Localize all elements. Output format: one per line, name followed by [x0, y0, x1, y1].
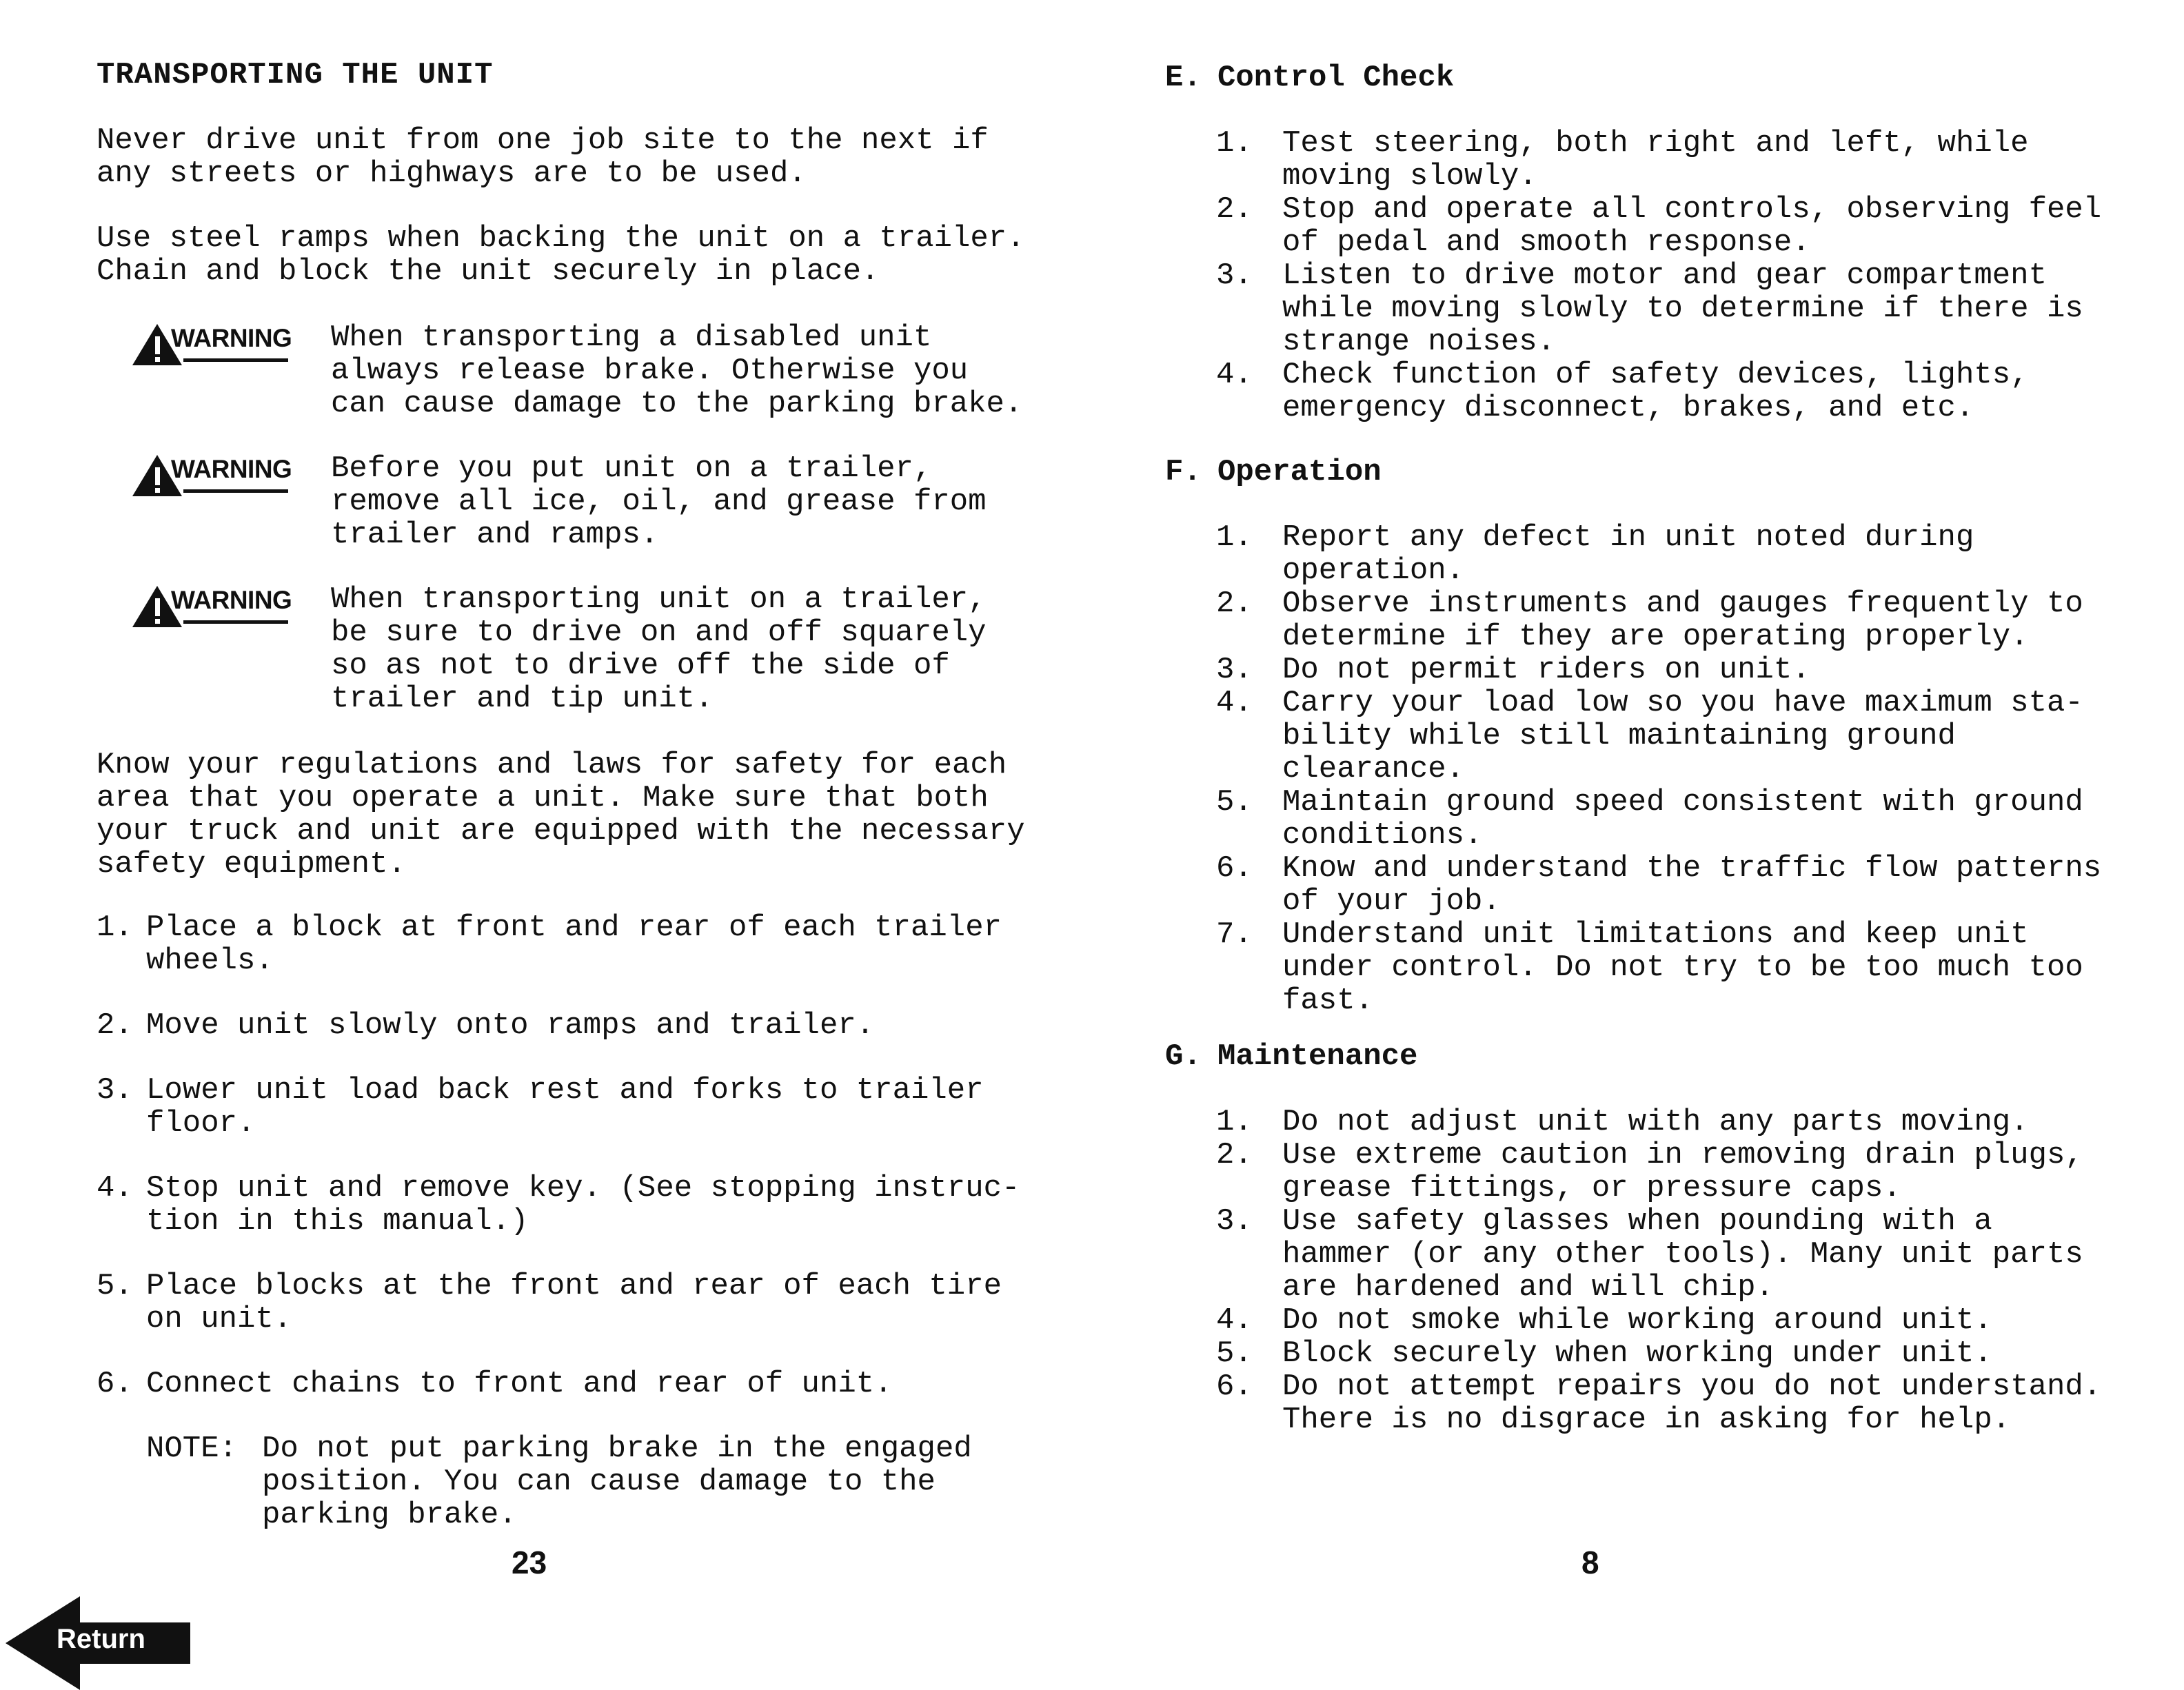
- step-text: Lower unit load back rest and forks to trailer floor.: [146, 1073, 984, 1141]
- warning-underline: [183, 358, 288, 362]
- item-text: Do not adjust unit with any parts moving.: [1282, 1105, 2029, 1139]
- section-letter: G.: [1165, 1039, 1202, 1074]
- control-check-list: [1216, 127, 2101, 425]
- item-text: Do not attempt repairs you do not understand. There is no disgrace in asking for help.: [1282, 1370, 2102, 1437]
- list-item: [1216, 686, 2101, 786]
- note-label: NOTE:: [146, 1432, 238, 1466]
- section-letter: F.: [1165, 455, 1202, 489]
- page-title: TRANSPORTING THE UNIT: [97, 58, 494, 92]
- section-title: Operation: [1217, 455, 1382, 489]
- item-number: 4.: [1216, 1303, 1253, 1338]
- warning-badge: [131, 452, 310, 500]
- section-title: Control Check: [1217, 61, 1455, 95]
- item-number: 3.: [1216, 653, 1253, 687]
- section-heading: [1165, 455, 1382, 489]
- item-text: Do not smoke while working around unit.: [1282, 1303, 1992, 1338]
- step-number: 2.: [97, 1008, 133, 1043]
- item-number: 7.: [1216, 917, 1253, 952]
- item-number: 1.: [1216, 520, 1253, 555]
- item-text: Report any defect in unit noted during operation.: [1282, 520, 1974, 588]
- list-item: [1216, 852, 2101, 918]
- item-text: Listen to drive motor and gear compartment while moving slowly to determine if there is strange noises.: [1282, 258, 2083, 359]
- page-number: 8: [1581, 1545, 1599, 1580]
- warning-label: WARNING: [171, 324, 292, 352]
- item-text: Observe instruments and gauges frequently to determine if they are operating properly.: [1282, 587, 2083, 654]
- warning-label: WARNING: [171, 455, 292, 483]
- item-text: Check function of safety devices, lights, emergency disconnect, brakes, and etc.: [1282, 358, 2029, 425]
- list-item: [1216, 1106, 2101, 1139]
- step-number: 6.: [97, 1367, 133, 1401]
- item-number: 2.: [1216, 587, 1253, 621]
- step-text: Connect chains to front and rear of unit.: [146, 1367, 893, 1401]
- item-text: Use safety glasses when pounding with a hammer (or any other tools). Many unit parts are hardened and will chip.: [1282, 1204, 2083, 1305]
- warning-underline: [183, 489, 288, 493]
- list-item: [1216, 127, 2101, 193]
- item-number: 1.: [1216, 1105, 1253, 1139]
- section-heading: [1165, 61, 1454, 95]
- intro-paragraph-1: Never drive unit from one job site to the next if any streets or highways are to be used.: [97, 123, 989, 191]
- warning-text: When transporting a disabled unit always release brake. Otherwise you can cause damage to the parking brake.: [331, 320, 1023, 421]
- item-number: 2.: [1216, 1138, 1253, 1172]
- list-item: [1216, 786, 2101, 852]
- warning-text: Before you put unit on a trailer, remove all ice, oil, and grease from trailer and ramps.: [331, 451, 987, 552]
- item-text: Use extreme caution in removing drain plugs, grease fittings, or pressure caps.: [1282, 1138, 2083, 1205]
- item-text: Test steering, both right and left, while moving slowly.: [1282, 126, 2029, 194]
- list-item: [1216, 193, 2101, 259]
- warning-badge: [131, 321, 310, 369]
- list-item: [1216, 259, 2101, 358]
- item-number: 6.: [1216, 1370, 1253, 1404]
- return-button[interactable]: [6, 1596, 196, 1690]
- warning-badge: [131, 583, 310, 631]
- list-item: [1216, 653, 2101, 686]
- list-item: [1216, 1337, 2101, 1370]
- step-text: Place blocks at the front and rear of each tire on unit.: [146, 1269, 1002, 1336]
- item-number: 1.: [1216, 126, 1253, 161]
- warning-label: WARNING: [171, 586, 292, 614]
- item-number: 4.: [1216, 686, 1253, 720]
- list-item: [1216, 587, 2101, 653]
- note-text: Do not put parking brake in the engaged position. You can cause damage to the parking brake.: [262, 1432, 972, 1532]
- list-item: [1216, 358, 2101, 425]
- step-number: 3.: [97, 1073, 133, 1108]
- step-text: Place a block at front and rear of each trailer wheels.: [146, 910, 1002, 978]
- right-page: [1092, 0, 2184, 1687]
- list-item: [1216, 521, 2101, 587]
- section-title: Maintenance: [1217, 1039, 1418, 1074]
- item-text: Understand unit limitations and keep unit under control. Do not try to be too much too fast.: [1282, 917, 2083, 1018]
- step-text: Stop unit and remove key. (See stopping instruc- tion in this manual.): [146, 1171, 1020, 1239]
- list-item: [1216, 1304, 2101, 1337]
- warning-text: When transporting unit on a trailer, be sure to drive on and off squarely so as not to drive off the side of trailer and tip unit.: [331, 582, 987, 716]
- maintenance-list: [1216, 1106, 2101, 1436]
- section-heading: [1165, 1039, 1417, 1074]
- item-text: Maintain ground speed consistent with ground conditions.: [1282, 785, 2083, 853]
- list-item: [1216, 1139, 2101, 1205]
- return-label: Return: [57, 1624, 145, 1654]
- step-number: 4.: [97, 1171, 133, 1205]
- operation-list: [1216, 521, 2101, 1017]
- item-number: 5.: [1216, 785, 1253, 819]
- step-number: 1.: [97, 910, 133, 945]
- item-text: Carry your load low so you have maximum sta- bility while still maintaining ground clearance.: [1282, 686, 2083, 786]
- item-number: 4.: [1216, 358, 1253, 392]
- item-number: 6.: [1216, 851, 1253, 886]
- item-number: 3.: [1216, 1204, 1253, 1239]
- item-text: Block securely when working under unit.: [1282, 1336, 1992, 1371]
- list-item: [1216, 1370, 2101, 1436]
- step-text: Move unit slowly onto ramps and trailer.: [146, 1008, 875, 1043]
- warning-underline: [183, 620, 288, 624]
- page-number: 23: [512, 1545, 547, 1580]
- item-text: Know and understand the traffic flow patterns of your job.: [1282, 851, 2102, 919]
- step-number: 5.: [97, 1269, 133, 1303]
- item-text: Stop and operate all controls, observing feel of pedal and smooth response.: [1282, 192, 2102, 260]
- regulations-paragraph: Know your regulations and laws for safety for each area that you operate a unit. Make sure that both your truck and unit are equipped with the necessary safety equipment.: [97, 748, 1025, 882]
- item-number: 3.: [1216, 258, 1253, 293]
- list-item: [1216, 1205, 2101, 1304]
- list-item: [1216, 918, 2101, 1017]
- section-letter: E.: [1165, 61, 1202, 95]
- item-text: Do not permit riders on unit.: [1282, 653, 1810, 687]
- item-number: 5.: [1216, 1336, 1253, 1371]
- item-number: 2.: [1216, 192, 1253, 227]
- intro-paragraph-2: Use steel ramps when backing the unit on a trailer. Chain and block the unit securely in place.: [97, 221, 1025, 289]
- left-page: [0, 0, 1092, 1687]
